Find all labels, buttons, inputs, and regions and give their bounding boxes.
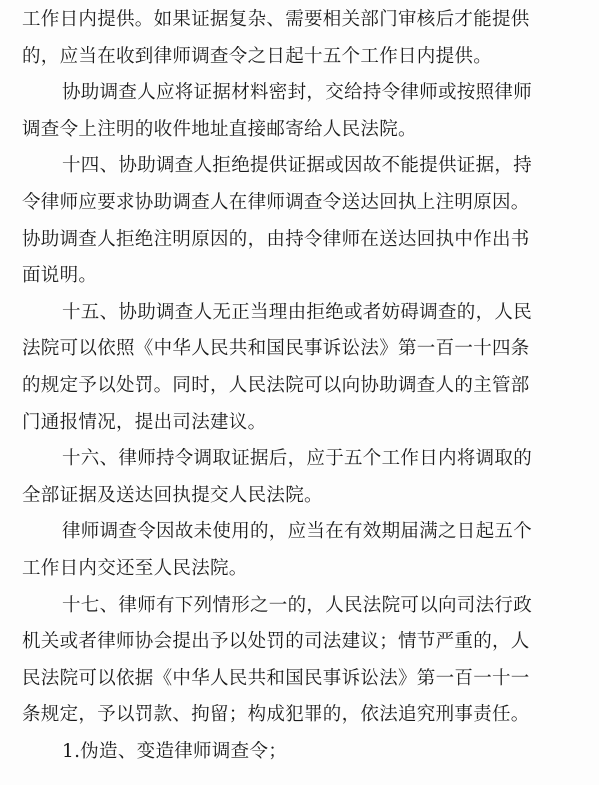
text-line: 工作日内交还至人民法院。 [22, 557, 248, 579]
text-line: 法院可以依照《中华人民共和国民事诉讼法》第一百一十四条 [22, 338, 530, 360]
text-line: 工作日内提供。如果证据复杂、需要相关部门审核后才能提供 [22, 9, 530, 30]
paragraph-line: 协助调查人应将证据材料密封，交给持令律师或按照律师 [62, 82, 533, 104]
article-14-heading-line: 十四、协助调查人拒绝提供证据或因故不能提供证据，持 [62, 155, 533, 177]
text-line: 机关或者律师协会提出予以处罚的司法建议；情节严重的，人 [22, 631, 530, 653]
text-line: 调查令上注明的收件地址直接邮寄给人民法院。 [22, 118, 417, 140]
text-line: 协助调查人拒绝注明原因的，由持令律师在送达回执中作出书 [22, 228, 530, 250]
text-line: 的，应当在收到律师调查令之日起十五个工作日内提供。 [22, 45, 493, 67]
paragraph-line: 律师调查令因故未使用的，应当在有效期届满之日起五个 [62, 521, 533, 543]
text-line: 条规定，予以罚款、拘留；构成犯罪的，依法追究刑事责任。 [22, 704, 530, 726]
article-15-heading-line: 十五、协助调查人无正当理由拒绝或者妨碍调查的，人民 [62, 301, 533, 323]
article-17-heading-line: 十七、律师有下列情形之一的，人民法院可以向司法行政 [62, 594, 533, 616]
text-line: 全部证据及送达回执提交人民法院。 [22, 484, 323, 506]
text-line: 民法院可以依据《中华人民共和国民事诉讼法》第一百一十一 [22, 667, 530, 689]
text-line: 的规定予以处罚。同时，人民法院可以向协助调查人的主管部 [22, 374, 530, 396]
article-16-heading-line: 十六、律师持令调取证据后，应于五个工作日内将调取的 [62, 448, 533, 470]
text-line: 门通报情况，提出司法建议。 [22, 411, 267, 433]
text-line: 面说明。 [22, 265, 98, 287]
text-line: 令律师应要求协助调查人在律师调查令送达回执上注明原因。 [22, 191, 530, 213]
list-item-1: 1.伪造、变造律师调查令； [62, 740, 288, 762]
